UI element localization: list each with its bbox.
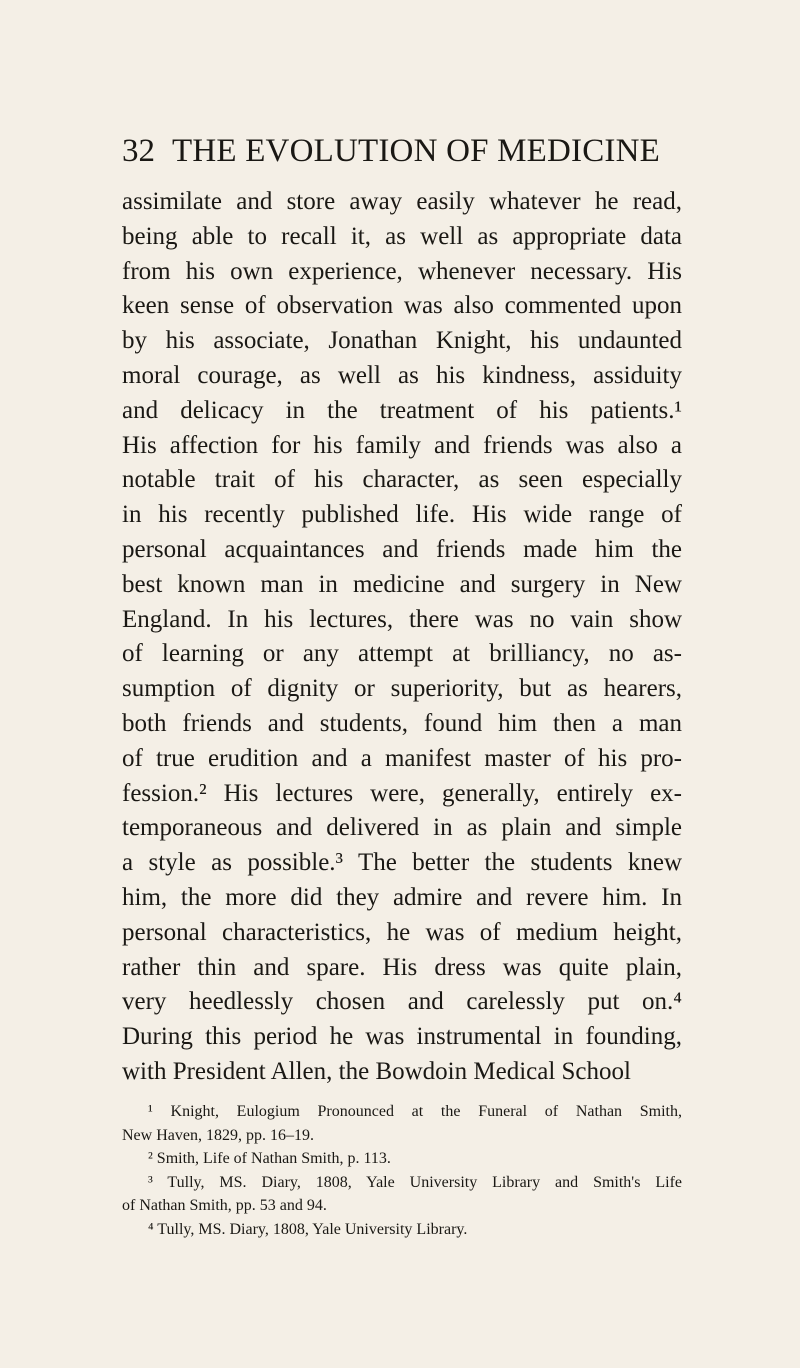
footnote-4: ⁴ Tully, MS. Diary, 1808, Yale University Library.	[148, 1220, 468, 1238]
text-line: both friends and students, found him then a man	[122, 709, 682, 737]
footnote-1-continued: New Haven, 1829, pp. 16–19.	[122, 1126, 314, 1144]
text-line: keen sense of observation was also commented upon	[122, 292, 682, 320]
text-line: rather thin and spare. His dress was quite plain,	[122, 953, 682, 981]
running-title: THE EVOLUTION OF MEDICINE	[172, 133, 661, 169]
text-line: a style as possible.³ The better the students knew	[122, 849, 682, 877]
text-line: very heedlessly chosen and carelessly put on.⁴	[122, 988, 682, 1016]
text-line: by his associate, Jonathan Knight, his undaunted	[122, 327, 682, 355]
footnote-2: ² Smith, Life of Nathan Smith, p. 113.	[148, 1150, 391, 1167]
text-line: and delicacy in the treatment of his patients.¹	[122, 396, 682, 424]
text-line: notable trait of his character, as seen especially	[122, 466, 682, 494]
text-line: assimilate and store away easily whatever he read,	[122, 188, 682, 215]
text-line: of learning or any attempt at brilliancy, no as-	[122, 640, 682, 668]
footnote-3-continued: of Nathan Smith, pp. 53 and 94.	[122, 1197, 327, 1214]
text-line: During this period he was instrumental in founding,	[122, 1023, 682, 1051]
text-line: personal acquaintances and friends made him the	[122, 535, 682, 563]
footnotes	[122, 1100, 682, 1241]
text-line: moral courage, as well as his kindness, assiduity	[122, 361, 682, 389]
text-line: His affection for his family and friends was also a	[122, 431, 682, 459]
text-line: personal characteristics, he was of medium height,	[122, 918, 682, 946]
body-text	[122, 185, 682, 1090]
footnote-1: ¹ Knight, Eulogium Pronounced at the Funeral of Nathan Smith,	[148, 1103, 682, 1120]
text-line: temporaneous and delivered in as plain and simple	[122, 814, 682, 842]
text-line: of true erudition and a manifest master of his pro-	[122, 744, 682, 772]
footnote-3: ³ Tully, MS. Diary, 1808, Yale University Library and Smith's Life	[148, 1173, 682, 1191]
text-line: fession.² His lectures were, generally, entirely ex-	[122, 779, 682, 807]
text-line: from his own experience, whenever necessary. His	[122, 257, 682, 285]
text-line: best known man in medicine and surgery in New	[122, 570, 682, 598]
text-line: England. In his lectures, there was no vain show	[122, 605, 682, 633]
text-line: sumption of dignity or superiority, but as hearers,	[122, 675, 682, 703]
text-line: in his recently published life. His wide range of	[122, 501, 682, 529]
text-line: him, the more did they admire and revere him. In	[122, 883, 682, 911]
page-header	[122, 128, 682, 174]
text-line: with President Allen, the Bowdoin Medical School	[122, 1057, 631, 1085]
text-line: being able to recall it, as well as appropriate data	[122, 222, 682, 250]
page-number: 32	[122, 133, 155, 169]
